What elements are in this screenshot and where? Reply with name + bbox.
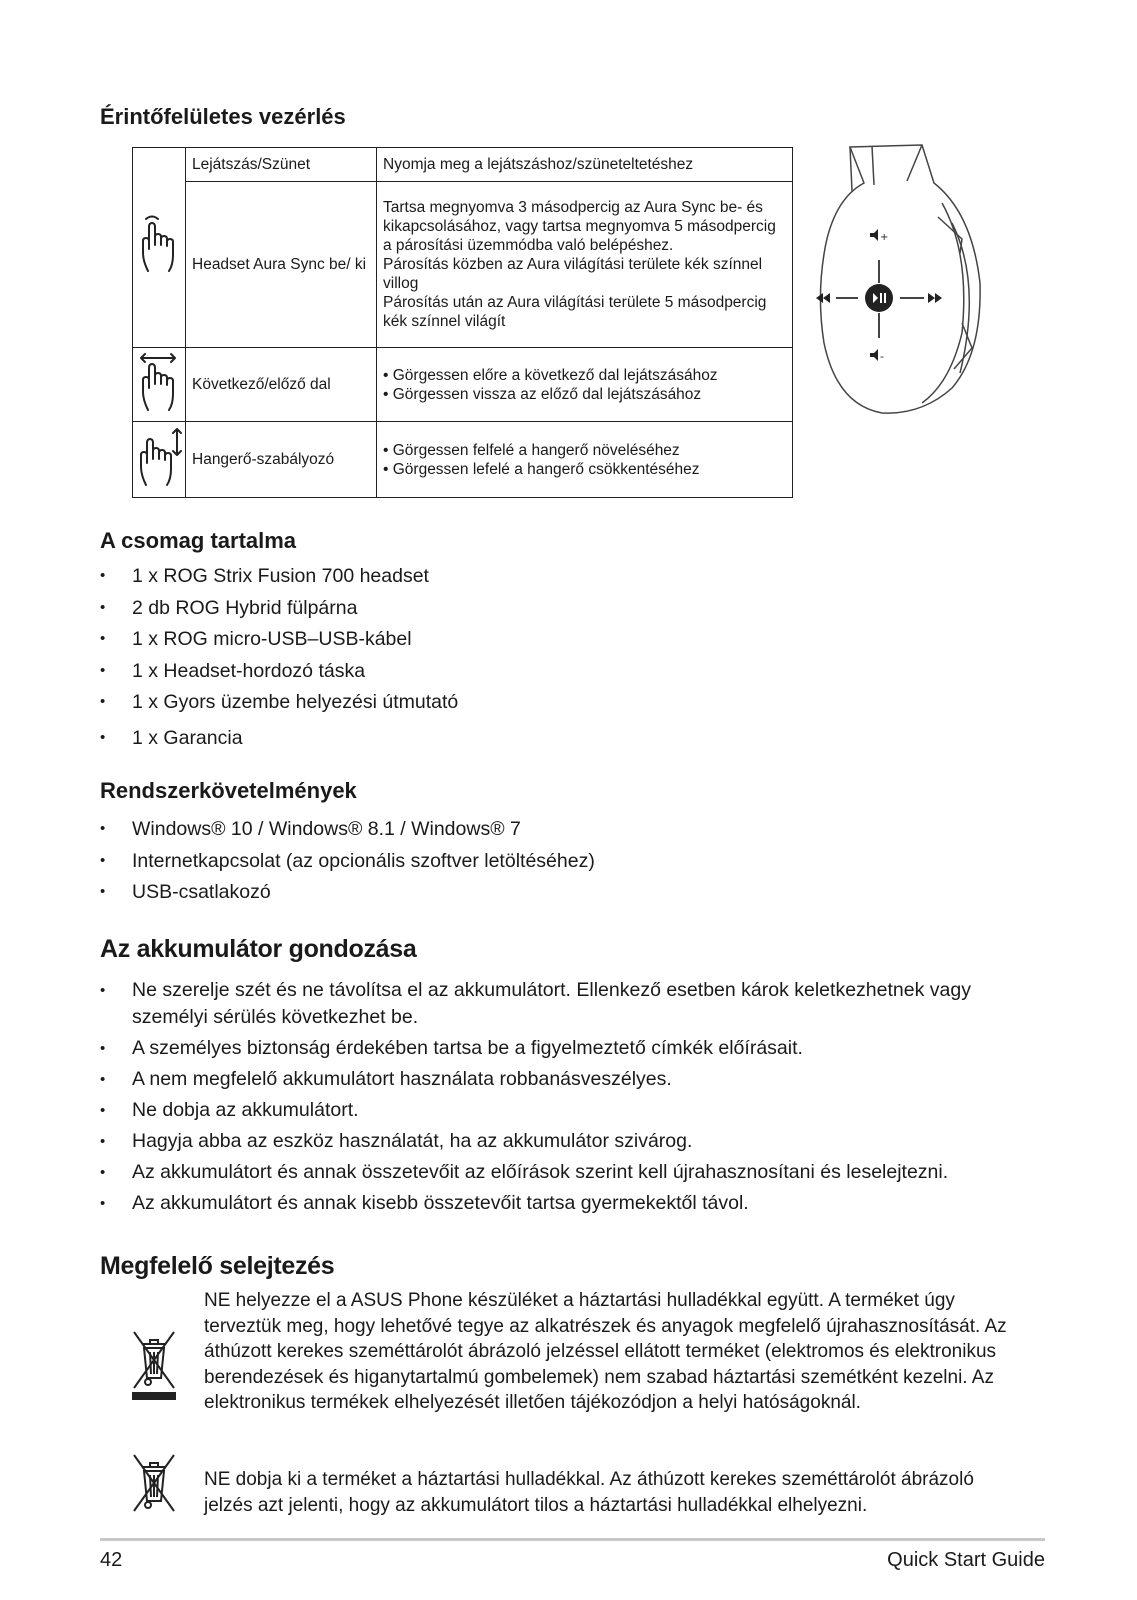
list-item: • Hagyja abba az eszköz használatát, ha az akkumulátor szivárog.: [100, 1128, 1045, 1155]
table-row: [133, 148, 793, 182]
disposal-text-battery: NE dobja ki a terméket a háztartási hulladékkal. Az áthúzott kerekes szeméttárolót ábrázoló jelzés azt jelenti, hogy az akkumulátort tilos a háztartási hulladékkal elhelyezni.: [204, 1469, 974, 1516]
table-row: [133, 348, 793, 422]
function-label: Hangerő-szabályozó: [186, 422, 377, 498]
crossed-bin-battery-icon: [130, 1453, 178, 1513]
table-row: [133, 182, 793, 348]
function-description: Tartsa megnyomva 3 másodpercig az Aura Sync be- és kikapcsolásához, vagy tartsa megnyomva 5 másodpercig a párosítási üzemmódba való belépéshez. Párosítás közben az Aura világítási területe kék színnel villog Párosítás után az Aura világítási területe 5 másodpercig kék színnel világít: [377, 182, 793, 348]
disposal-text-device: NE helyezze el a ASUS Phone készüléket a háztartási hulladékkal együtt. A terméket úgy terveztük meg, hogy lehetővé tegye az alkatrészek és anyagok megfelelő újrahasznosítását. Az áthúzott kerekes szeméttárolót ábrázoló jelzéssel ellátott terméket (elektromos és elektronikus berendezések és higanytartalmú gombelemek) nem szabad háztartási szemétként kezelni. Az elektronikus termékek elhelyezését illetően tájékozódjon a helyi hatóságoknál.: [204, 1290, 1007, 1413]
list-item: • 1 x ROG Strix Fusion 700 headset: [100, 563, 458, 595]
svg-text:+: +: [880, 232, 889, 243]
crossed-bin-icon: [130, 1330, 178, 1402]
list-item: • Windows® 10 / Windows® 8.1 / Windows® 7: [100, 816, 595, 848]
swipe-horizontal-icon: [133, 348, 186, 422]
page-number: 42: [100, 1549, 123, 1571]
list-item: • Az akkumulátort és annak kisebb összetevőit tartsa gyermekektől távol.: [100, 1190, 1045, 1217]
requirements-list: [100, 816, 595, 911]
list-item: • Az akkumulátort és annak összetevőit az előírások szerint kell újrahasznosítani és leselejtezni.: [100, 1159, 1045, 1186]
battery-heading: Az akkumulátor gondozása: [100, 935, 417, 963]
function-description: Nyomja meg a lejátszáshoz/szüneteltetéshez: [377, 148, 793, 182]
list-item: • USB-csatlakozó: [100, 879, 595, 911]
function-description: • Görgessen felfelé a hangerő növeléséhez • Görgessen lefelé a hangerő csökkentéséhez: [377, 422, 793, 498]
list-item: • A személyes biztonság érdekében tartsa be a figyelmeztető címkék előírásait.: [100, 1035, 1045, 1062]
requirements-heading: Rendszerkövetelmények: [100, 778, 357, 803]
list-item: • 2 db ROG Hybrid fülpárna: [100, 595, 458, 627]
package-list: [100, 563, 458, 756]
function-label: Lejátszás/Szünet: [186, 148, 377, 182]
list-item: • 1 x Headset-hordozó táska: [100, 658, 458, 690]
list-item: • 1 x Garancia: [100, 725, 458, 757]
battery-list: [100, 977, 1045, 1221]
list-item: • 1 x Gyors üzembe helyezési útmutató: [100, 689, 458, 721]
guide-title: Quick Start Guide: [887, 1549, 1045, 1571]
list-item: • Ne szerelje szét és ne távolítsa el az akkumulátort. Ellenkező esetben károk keletkezhetnek vagy személyi sérülés következhet be.: [100, 977, 1045, 1031]
package-heading: A csomag tartalma: [100, 528, 297, 553]
function-label: Következő/előző dal: [186, 348, 377, 422]
list-item: • 1 x ROG micro-USB–USB-kábel: [100, 626, 458, 658]
function-label: Headset Aura Sync be/ ki: [186, 182, 377, 348]
headset-touchpad-diagram: [812, 143, 997, 419]
table-row: [133, 422, 793, 498]
touch-controls-heading: Érintőfelületes vezérlés: [100, 104, 346, 129]
function-description: • Görgessen előre a következő dal lejátszásához • Görgessen vissza az előző dal lejátszásához: [377, 348, 793, 422]
disposal-heading: Megfelelő selejtezés: [100, 1252, 335, 1280]
tap-gesture-icon: [133, 148, 186, 348]
list-item: • A nem megfelelő akkumulátort használata robbanásveszélyes.: [100, 1066, 1045, 1093]
list-item: • Internetkapcsolat (az opcionális szoftver letöltéséhez): [100, 848, 595, 880]
list-item: • Ne dobja az akkumulátort.: [100, 1097, 1045, 1124]
touch-controls-table: [132, 147, 793, 498]
swipe-vertical-icon: [133, 422, 186, 498]
svg-text:-: -: [880, 350, 884, 363]
footer-divider: [100, 1538, 1045, 1541]
